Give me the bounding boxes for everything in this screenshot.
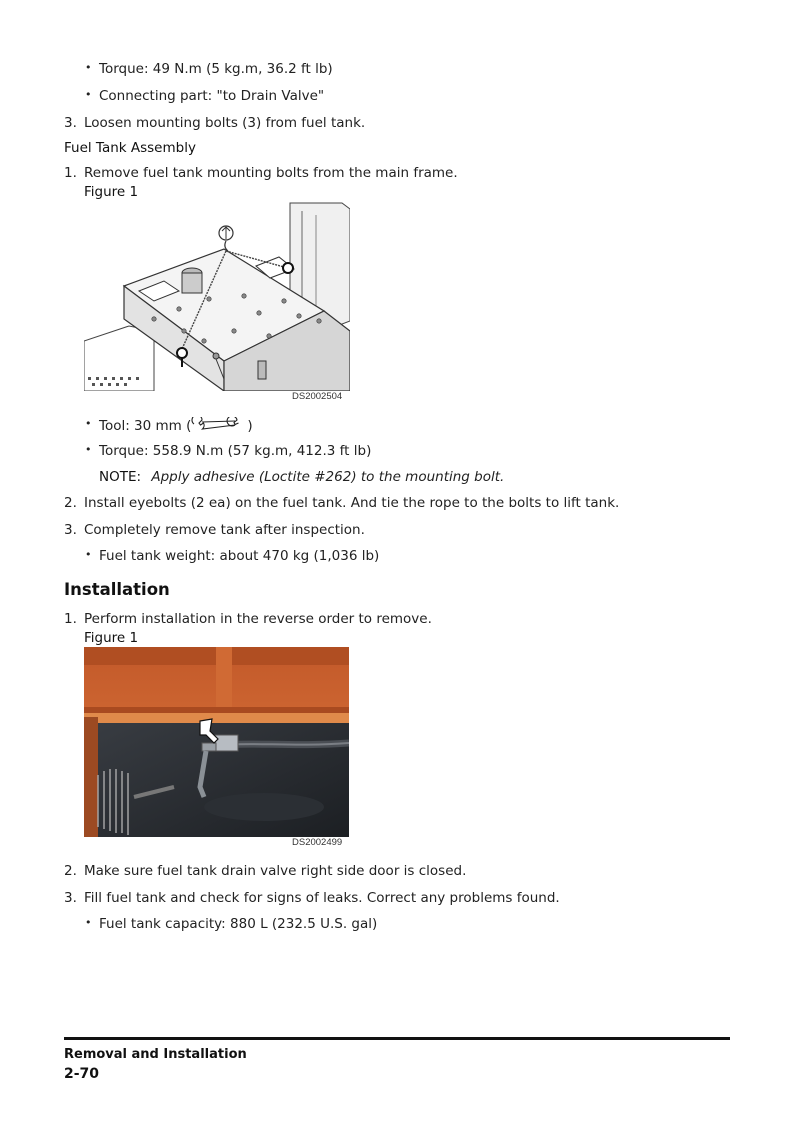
wrench-icon	[191, 417, 247, 435]
step-number: 3.	[64, 890, 77, 906]
step-number: 2.	[64, 863, 77, 879]
tool-text: Tool: 30 mm (	[99, 418, 192, 434]
step-number: 2.	[64, 495, 77, 511]
step-text: Install eyebolts (2 ea) on the fuel tank. And tie the rope to the bolts to lift tank.	[84, 495, 620, 511]
figure-label: Figure 1	[84, 630, 139, 646]
torque-text: Torque: 558.9 N.m (57 kg.m, 412.3 ft lb)	[99, 443, 372, 459]
step-text: Perform installation in the reverse order to remove.	[84, 611, 432, 627]
tool-suffix: )	[247, 418, 253, 434]
step-number: 3.	[64, 115, 77, 131]
connecting-part-bullet	[99, 88, 324, 104]
note	[99, 469, 504, 485]
figure-code: DS2002499	[292, 837, 343, 848]
step-text: Loosen mounting bolts (3) from fuel tank.	[84, 115, 366, 131]
capacity-text: Fuel tank capacity: 880 L (232.5 U.S. gal)	[99, 916, 378, 932]
note-label: NOTE:	[99, 469, 142, 485]
torque-bullet-top	[99, 61, 333, 77]
step-text: Fill fuel tank and check for signs of leaks. Correct any problems found.	[84, 890, 560, 906]
installation-heading: Installation	[64, 580, 170, 599]
fuel-tank-assembly-heading: Fuel Tank Assembly	[64, 140, 196, 156]
torque-bullet	[99, 443, 371, 459]
note-text: Apply adhesive (Loctite #262) to the mounting bolt.	[151, 469, 505, 485]
fuel-tank-diagram	[84, 201, 350, 391]
step-number: 1.	[64, 611, 77, 627]
torque-text-top: Torque: 49 N.m (5 kg.m, 36.2 ft lb)	[99, 61, 333, 77]
step-number: 3.	[64, 522, 77, 538]
tool-bullet	[99, 417, 253, 435]
footer-section-title: Removal and Installation	[64, 1047, 247, 1062]
footer-rule	[64, 1037, 730, 1040]
figure-label: Figure 1	[84, 184, 139, 200]
weight-bullet	[99, 548, 379, 564]
step-text: Make sure fuel tank drain valve right side door is closed.	[84, 863, 467, 879]
weight-text: Fuel tank weight: about 470 kg (1,036 lb)	[99, 548, 380, 564]
step-text: Completely remove tank after inspection.	[84, 522, 365, 538]
step-text: Remove fuel tank mounting bolts from the main frame.	[84, 165, 458, 181]
page-number: 2-70	[64, 1066, 100, 1082]
connecting-part-text: Connecting part: "to Drain Valve"	[99, 88, 325, 104]
capacity-bullet	[99, 916, 377, 932]
step-number: 1.	[64, 165, 77, 181]
drain-valve-photo	[84, 647, 349, 837]
figure-code: DS2002504	[292, 391, 343, 402]
